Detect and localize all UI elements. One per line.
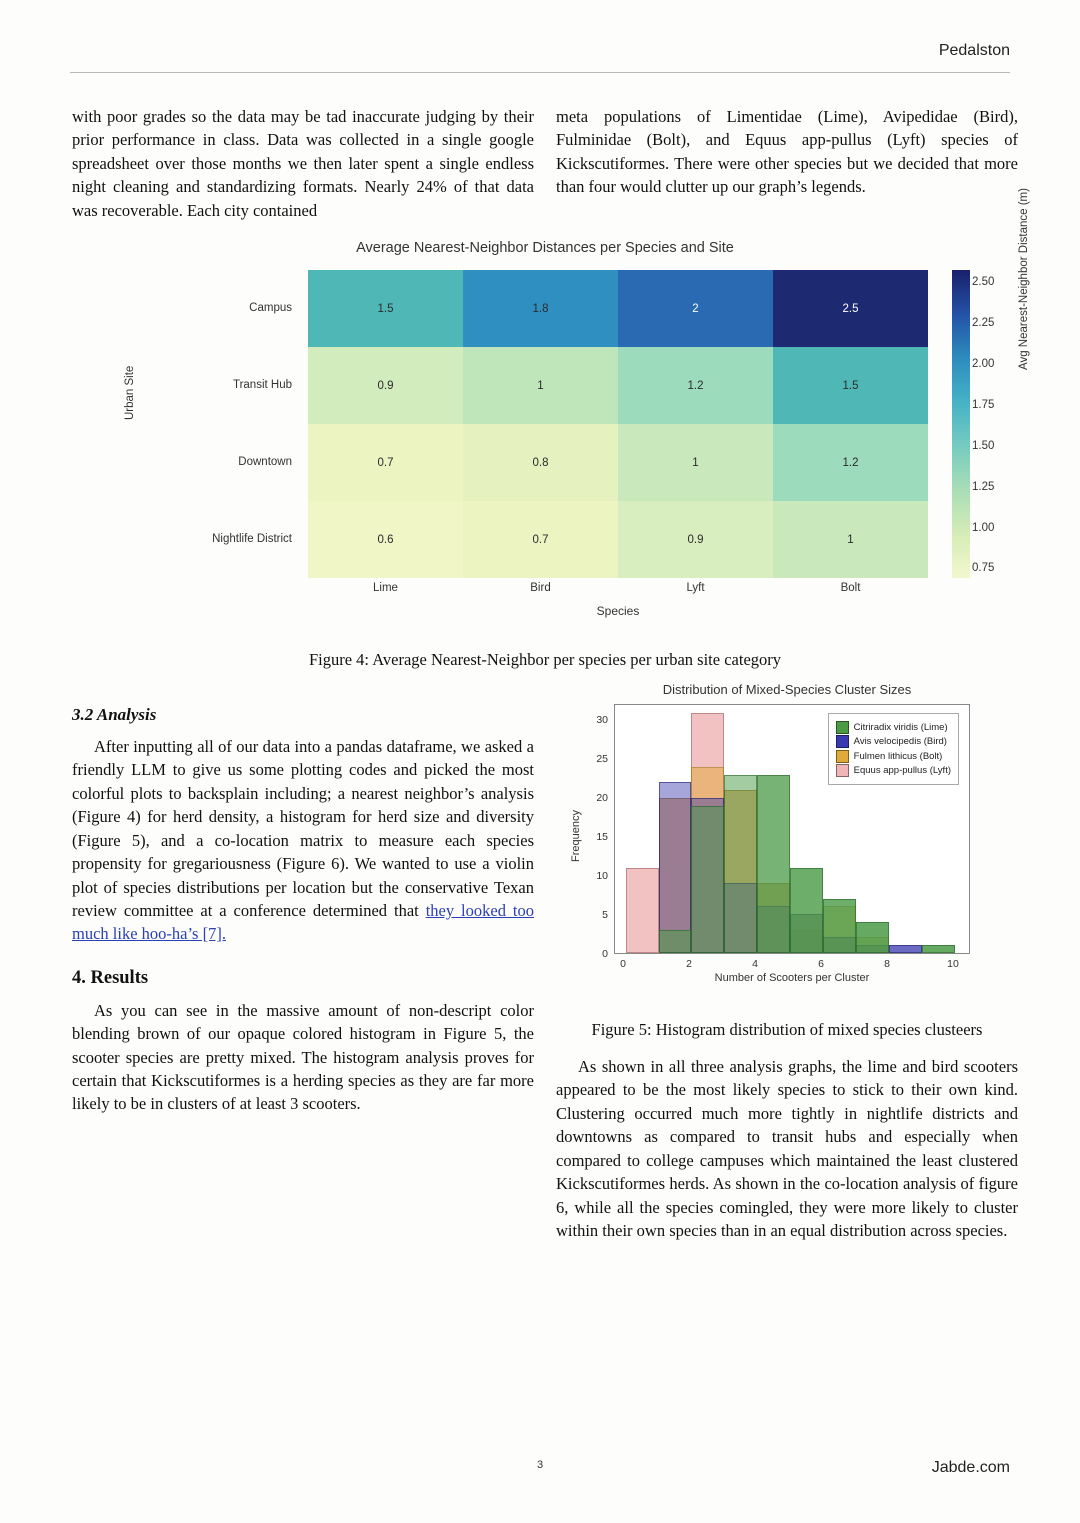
legend-label-lime: Citriradix viridis (Lime): [853, 721, 948, 733]
paragraph-results: As you can see in the massive amount of non-descript color blending brown of our opaque colored histogram in Figure 5, the scooter species are pretty mixed. The histogram analysis proves for certain that Kickscutiformes is a herding species as they are far more likely to be in clusters of at least 3 scooters.: [72, 1000, 534, 1114]
header-divider: [70, 72, 1010, 73]
paragraph-right-2: As shown in all three analysis graphs, the lime and bird scooters appeared to be the most likely species to stick to their own kind. Clustering occurred much more tightly in nightlife districts and downtowns as compared to transit hubs and especially when compared to college campuses which maintained the least clustered Kickscutiformes herds. As shown in the co-location analysis of figure 6, while all the species comingled, they were more likely to cluster within their own species than in an equal distribution across species.: [556, 1057, 1018, 1240]
bar-bird: [889, 945, 922, 953]
heatmap-x-axis-label: Species: [596, 604, 640, 618]
heatmap-cell: [618, 501, 773, 578]
legend-label-lyft: Equus app-pullus (Lyft): [853, 765, 951, 776]
hist-ytick-1: 5: [602, 909, 608, 921]
heatmap-cell-value: 0.7: [532, 533, 549, 546]
legend-swatch-bird: [836, 735, 849, 748]
hist-xtick-5: 10: [947, 958, 959, 970]
colorbar-tick-7: 2.50: [972, 276, 995, 288]
heatmap-cell: [618, 424, 773, 501]
histogram-title: Distribution of Mixed-Species Cluster Sizes: [662, 682, 912, 697]
page-number: 3: [536, 1459, 544, 1471]
bar-lime: [757, 775, 790, 953]
heatmap-ytick-1: Transit Hub: [232, 379, 292, 391]
heatmap-xtick-0: Lime: [373, 582, 398, 594]
heatmap-cell-value: 1.5: [377, 302, 394, 315]
hist-xtick-0: 0: [620, 958, 626, 970]
figure-4-caption: Figure 4: Average Nearest-Neighbor per species per urban site category: [308, 650, 782, 669]
bar-lime: [691, 806, 724, 953]
heatmap-xtick-3: Bolt: [840, 582, 861, 594]
heatmap-cell-value: 1: [692, 456, 699, 469]
legend-swatch-lyft: [836, 764, 849, 777]
heatmap-cell: [308, 347, 463, 424]
heatmap-cell: [308, 501, 463, 578]
legend-item-bolt: [836, 750, 951, 763]
legend-label-bolt: Fulmen lithicus (Bolt): [853, 750, 943, 762]
hist-xtick-4: 8: [884, 958, 890, 970]
legend-swatch-bolt: [836, 750, 849, 763]
heatmap-cell: [618, 347, 773, 424]
section-heading-analysis: 3.2 Analysis: [72, 705, 157, 724]
heatmap-y-tick-labels: [132, 270, 300, 578]
heatmap-cell-value: 0.7: [377, 456, 394, 469]
colorbar-label: Avg Nearest-Neighbor Distance (m): [1018, 188, 1030, 370]
histogram-plot-area: [614, 704, 970, 954]
legend-item-lyft: [836, 764, 951, 777]
heatmap-grid: [308, 270, 859, 578]
footer-site: Jabde.com: [931, 1459, 1010, 1476]
heatmap-cell: [773, 347, 928, 424]
heatmap-cell: [773, 270, 928, 347]
bar-lime: [659, 930, 692, 953]
heatmap-colorbar: [952, 270, 970, 578]
heatmap-ytick-0: Campus: [249, 302, 292, 314]
heatmap-x-tick-labels: [308, 582, 928, 594]
bar-lime: [790, 868, 823, 953]
heatmap-cell: [618, 270, 773, 347]
hist-ytick-4: 20: [596, 792, 608, 804]
colorbar-tick-2: 1.25: [972, 481, 995, 493]
histogram-x-axis-label: Number of Scooters per Cluster: [714, 972, 870, 984]
heatmap-cell-value: 2: [692, 302, 699, 315]
hist-xtick-3: 6: [818, 958, 824, 970]
heatmap-cell-value: 0.9: [687, 533, 704, 546]
heatmap-cell-value: 0.8: [532, 456, 549, 469]
heatmap-cell: [463, 501, 618, 578]
lower-left-column: [72, 705, 534, 1116]
reference-link-7[interactable]: they looked too much like hoo-ha’s [7].: [72, 900, 534, 944]
heatmap-cell-value: 0.6: [377, 533, 394, 546]
lower-right-column: [556, 1055, 1018, 1242]
top-left-column: [72, 105, 534, 222]
heatmap-cell-value: 1.8: [532, 302, 549, 315]
page-header: Pedalston: [938, 42, 1010, 59]
bar-bird: [659, 782, 692, 953]
paragraph-analysis-text: After inputting all of our data into a pandas dataframe, we asked a friendly LLM to give us some plotting codes and picked the most colorful plots to backsplain including; a nearest neighbor’s analysis (Figure 4) for herd density, a histogram for herd size and diversity (Figure 5), and a co-location matrix to measure each species propensity for gregariousness (Figure 6). We wanted to use a violin plot of species distributions per location but the conservative Texan review committee at a conference determined that: [72, 737, 534, 920]
colorbar-tick-0: 0.75: [972, 562, 995, 574]
paragraph-left-1: with poor grades so the data may be tad inaccurate judging by their prior performance in class. Data was collected in a single google spreadsheet over those months we then later spent a single endless night cleaning and standardizing formats. Nearly 24% of that data was recoverable. Each city contained: [72, 107, 534, 220]
heatmap-ytick-3: Nightlife District: [212, 533, 292, 545]
top-right-column: [556, 105, 1018, 199]
heatmap-cell-value: 1.5: [842, 379, 859, 392]
legend-label-bird: Avis velocipedis (Bird): [853, 736, 947, 747]
hist-ytick-5: 25: [596, 753, 608, 765]
figure-5-histogram: [556, 682, 1018, 1002]
colorbar-tick-4: 1.75: [972, 399, 995, 411]
colorbar-tick-1: 1.00: [972, 522, 995, 534]
heatmap-title: Average Nearest-Neighbor Distances per Species and Site: [356, 240, 734, 256]
legend-item-bird: [836, 735, 951, 748]
heatmap-ytick-2: Downtown: [238, 456, 292, 468]
heatmap-y-axis-label: Urban Site: [124, 365, 136, 420]
heatmap-cell-value: 2.5: [842, 302, 859, 315]
top-columns: [72, 105, 1018, 222]
bar-lime: [856, 922, 889, 953]
colorbar-tick-5: 2.00: [972, 358, 995, 370]
hist-xtick-2: 4: [752, 958, 758, 970]
section-heading-results: 4. Results: [72, 967, 149, 988]
heatmap-cell: [463, 347, 618, 424]
histogram-y-ticks: [578, 704, 608, 960]
heatmap-cell: [463, 270, 618, 347]
heatmap-cell-value: 1: [847, 533, 854, 546]
histogram-legend: [828, 713, 959, 785]
figure-4-heatmap: [72, 188, 1030, 640]
legend-item-lime: [836, 721, 951, 734]
bar-lyft: [626, 868, 659, 953]
heatmap-cell: [463, 424, 618, 501]
heatmap-cell: [773, 424, 928, 501]
hist-ytick-6: 30: [596, 714, 608, 726]
legend-swatch-lime: [836, 721, 849, 734]
heatmap-xtick-1: Bird: [530, 582, 551, 594]
heatmap-cell: [308, 424, 463, 501]
heatmap-colorbar-ticks: [972, 270, 1042, 578]
heatmap-cell-value: 1: [537, 379, 544, 392]
paragraph-right-1: meta populations of Limentidae (Lime), Avipedidae (Bird), Fulminidae (Bolt), and Equus app-pullus (Lyft) species of Kickscutiformes. There were other species but we decided that more than four would clutter up our graph’s legends.: [556, 107, 1018, 197]
colorbar-tick-6: 2.25: [972, 317, 995, 329]
hist-ytick-3: 15: [596, 831, 608, 843]
figure-5-caption: Figure 5: Histogram distribution of mixed species clusteers: [591, 1020, 983, 1039]
heatmap-cell-value: 1.2: [842, 456, 859, 469]
heatmap-cell: [308, 270, 463, 347]
bar-lime: [823, 899, 856, 953]
paragraph-analysis: [72, 735, 534, 946]
heatmap-cell-value: 1.2: [687, 379, 704, 392]
heatmap-cell: [773, 501, 928, 578]
heatmap-xtick-2: Lyft: [686, 582, 705, 594]
hist-ytick-2: 10: [596, 870, 608, 882]
bar-lime: [724, 775, 757, 953]
histogram-y-axis-label: Frequency: [570, 810, 582, 862]
bar-lime: [922, 945, 955, 953]
hist-ytick-0: 0: [602, 948, 608, 960]
colorbar-tick-3: 1.50: [972, 440, 995, 452]
hist-xtick-1: 2: [686, 958, 692, 970]
histogram-x-ticks: [614, 958, 970, 972]
heatmap-cell-value: 0.9: [377, 379, 394, 392]
